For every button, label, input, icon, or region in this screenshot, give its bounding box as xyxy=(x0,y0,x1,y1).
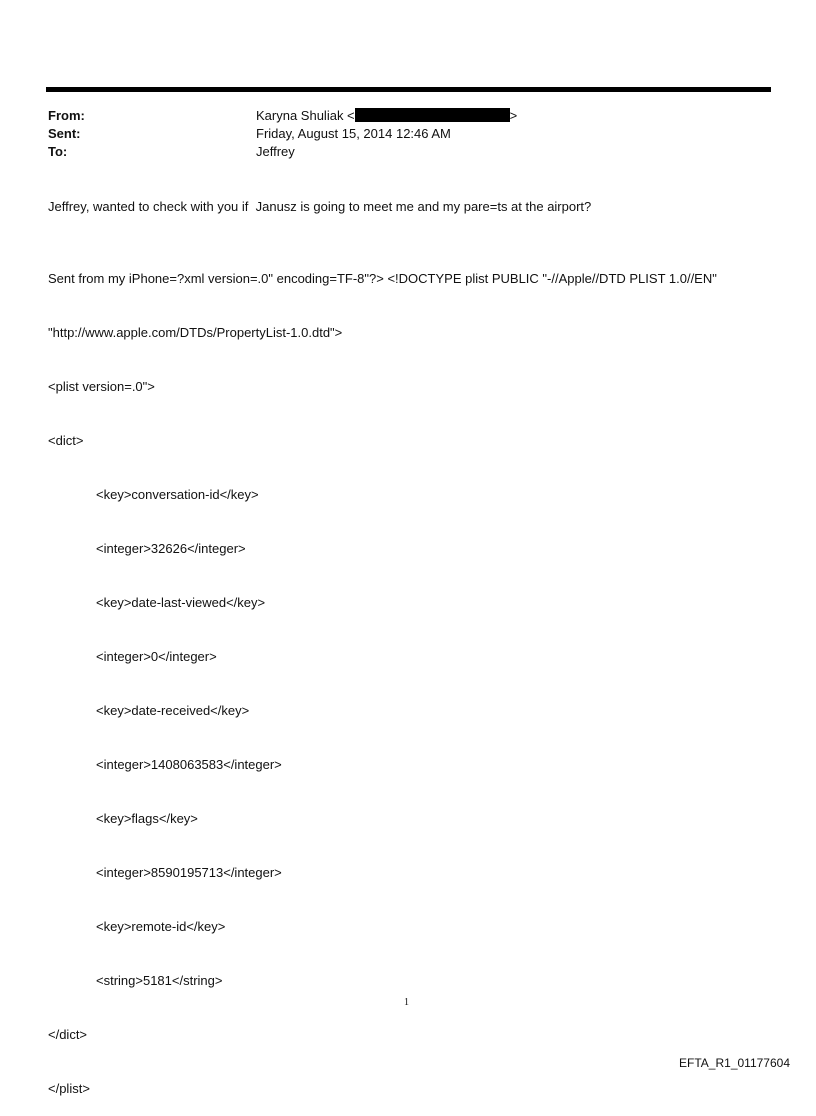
from-close: > xyxy=(509,108,518,123)
from-name: Karyna Shuliak < xyxy=(256,108,355,123)
message-text: Jeffrey, wanted to check with you if Janusz is going to meet me and my pare=ts at the airport? xyxy=(48,199,592,214)
dict-line: <integer>32626</integer> xyxy=(96,541,246,556)
from-label: From: xyxy=(48,108,85,123)
signature-line-2: "http://www.apple.com/DTDs/PropertyList-1.0.dtd"> xyxy=(48,325,343,340)
to-label: To: xyxy=(48,144,68,159)
dict-line: <integer>1408063583</integer> xyxy=(96,757,282,772)
signature-line-1: Sent from my iPhone=?xml version=.0" encoding=TF-8"?> <!DOCTYPE plist PUBLIC "-//Apple//DTD PLIST 1.0//EN" xyxy=(48,271,717,286)
page-number: 1 xyxy=(404,997,409,1008)
dict-line: <key>conversation-id</key> xyxy=(96,487,259,502)
dict-line: <key>date-received</key> xyxy=(96,703,250,718)
header-rule xyxy=(46,87,771,92)
dict-line: <integer>8590195713</integer> xyxy=(96,865,282,880)
plist-block xyxy=(48,234,717,1116)
dict-close: </dict> xyxy=(48,1027,88,1042)
dict-line: <string>5181</string> xyxy=(96,973,223,988)
plist-open: <plist version=.0"> xyxy=(48,379,155,394)
to-value: Jeffrey xyxy=(256,144,295,159)
dict-line: <key>remote-id</key> xyxy=(96,919,226,934)
sent-label: Sent: xyxy=(48,126,81,141)
redaction-block xyxy=(355,108,510,122)
dict-line: <key>date-last-viewed</key> xyxy=(96,595,266,610)
dict-line: <key>flags</key> xyxy=(96,811,198,826)
from-value xyxy=(256,108,517,123)
dict-line: <integer>0</integer> xyxy=(96,649,217,664)
sent-value: Friday, August 15, 2014 12:46 AM xyxy=(256,126,451,141)
document-id: EFTA_R1_01177604 xyxy=(679,1056,790,1070)
dict-open: <dict> xyxy=(48,433,84,448)
plist-close: </plist> xyxy=(48,1081,90,1096)
